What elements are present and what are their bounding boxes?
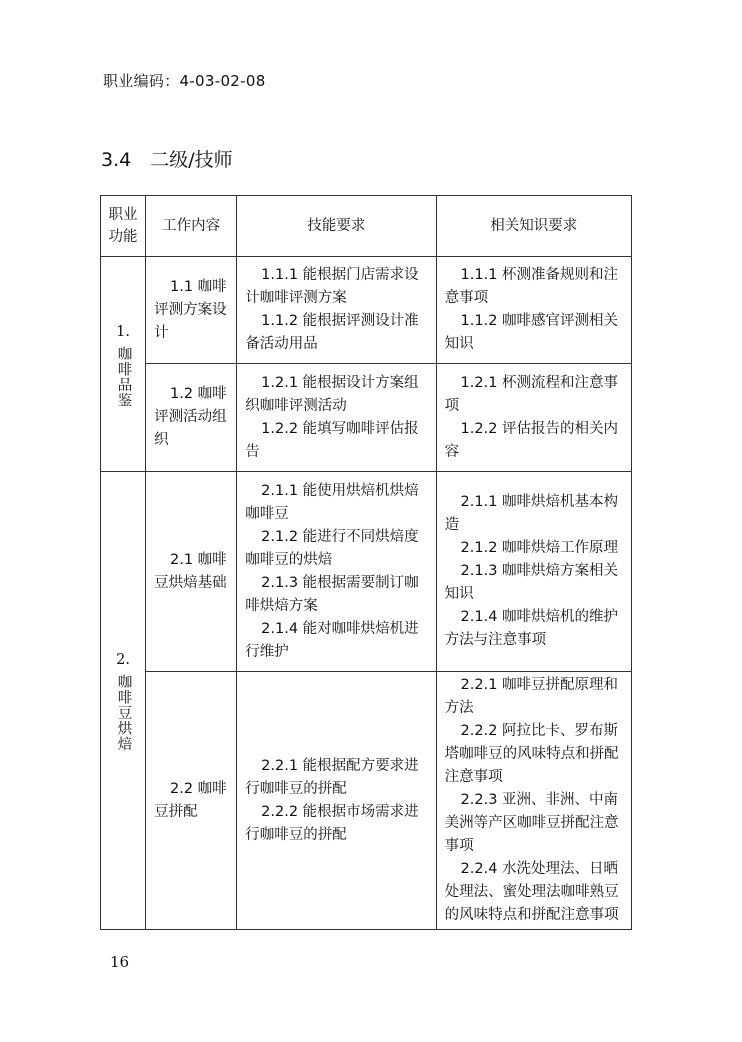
knowledge-item: 2.2.4 水洗处理法、日晒处理法、蜜处理法咖啡熟豆的风味特点和拼配注意事项 [444,861,619,923]
skill-cell [237,364,436,472]
knowledge-item: 2.2.1 咖啡豆拼配原理和方法 [444,677,619,716]
knowledge-item: 2.1.3 咖啡烘焙方案相关知识 [444,563,619,602]
skill-item: 2.1.4 能对咖啡烘焙机进行维护 [245,620,419,660]
skill-item: 1.1.1 能根据门店需求设计咖啡评测方案 [245,267,419,306]
knowledge-item: 2.2.2 阿拉比卡、罗布斯塔咖啡豆的风味特点和拼配注意事项 [444,723,619,785]
skill-item: 2.1.1 能使用烘焙机烘焙咖啡豆 [245,482,419,522]
work-content: 2.2 咖啡豆拼配 [154,780,227,820]
knowledge-cell [436,472,631,672]
occupation-code: 职业编码：4-03-02-08 [103,72,266,90]
skill-item: 1.1.2 能根据评测设计准备活动用品 [245,313,419,352]
table-row [101,472,632,672]
work-content-cell [146,672,237,930]
skill-cell [237,672,436,930]
knowledge-item: 1.1.2 咖啡感官评测相关知识 [444,313,619,352]
knowledge-item: 2.1.4 咖啡烘焙机的维护方法与注意事项 [444,609,619,648]
header-work: 工作内容 [146,196,237,257]
knowledge-item: 2.1.1 咖啡烘焙机基本构造 [444,494,619,533]
skill-item: 2.2.1 能根据配方要求进行咖啡豆的拼配 [245,757,419,797]
knowledge-cell [436,672,631,930]
function-cell [101,472,146,930]
work-content-cell [146,472,237,672]
header-skill: 技能要求 [237,196,436,257]
knowledge-item: 1.2.1 杯测流程和注意事项 [444,374,619,414]
function-number: 2. [116,652,130,669]
work-content-cell [146,364,237,472]
knowledge-cell [436,364,631,472]
work-content-cell [146,257,237,364]
work-content: 1.2 咖啡评测活动组织 [154,386,227,448]
knowledge-item: 2.1.2 咖啡烘焙工作原理 [460,540,619,556]
function-number: 1. [116,323,130,340]
table-row [101,257,632,364]
work-content: 1.1 咖啡评测方案设计 [154,278,227,341]
skill-item: 2.1.2 能进行不同烘焙度咖啡豆的烘焙 [245,528,419,568]
skill-item: 1.2.1 能根据设计方案组织咖啡评测活动 [245,374,419,414]
skill-cell [237,257,436,364]
function-cell [101,257,146,472]
header-function: 职业 功能 [101,196,146,257]
knowledge-cell [436,257,631,364]
function-name: 咖啡品鉴 [115,345,132,408]
work-content: 2.1 咖啡豆烘焙基础 [154,551,227,591]
skill-cell [237,472,436,672]
section-title: 3.4 二级/技师 [101,149,233,171]
page-number: 16 [110,953,130,971]
table-header-row [101,196,632,257]
knowledge-item: 2.2.3 亚洲、非洲、中南美洲等产区咖啡豆拼配注意事项 [444,792,619,854]
table-row [101,364,632,472]
skill-item: 1.2.2 能填写咖啡评估报告 [245,420,419,460]
skill-item: 2.2.2 能根据市场需求进行咖啡豆的拼配 [245,803,419,843]
knowledge-item: 1.1.1 杯测准备规则和注意事项 [444,267,619,306]
skill-item: 2.1.3 能根据需要制订咖啡烘焙方案 [245,574,419,614]
table-row [101,672,632,930]
function-name: 咖啡豆烘焙 [115,674,132,752]
skill-requirements-table [100,195,632,930]
header-knowledge: 相关知识要求 [436,196,631,257]
knowledge-item: 1.2.2 评估报告的相关内容 [444,420,619,460]
